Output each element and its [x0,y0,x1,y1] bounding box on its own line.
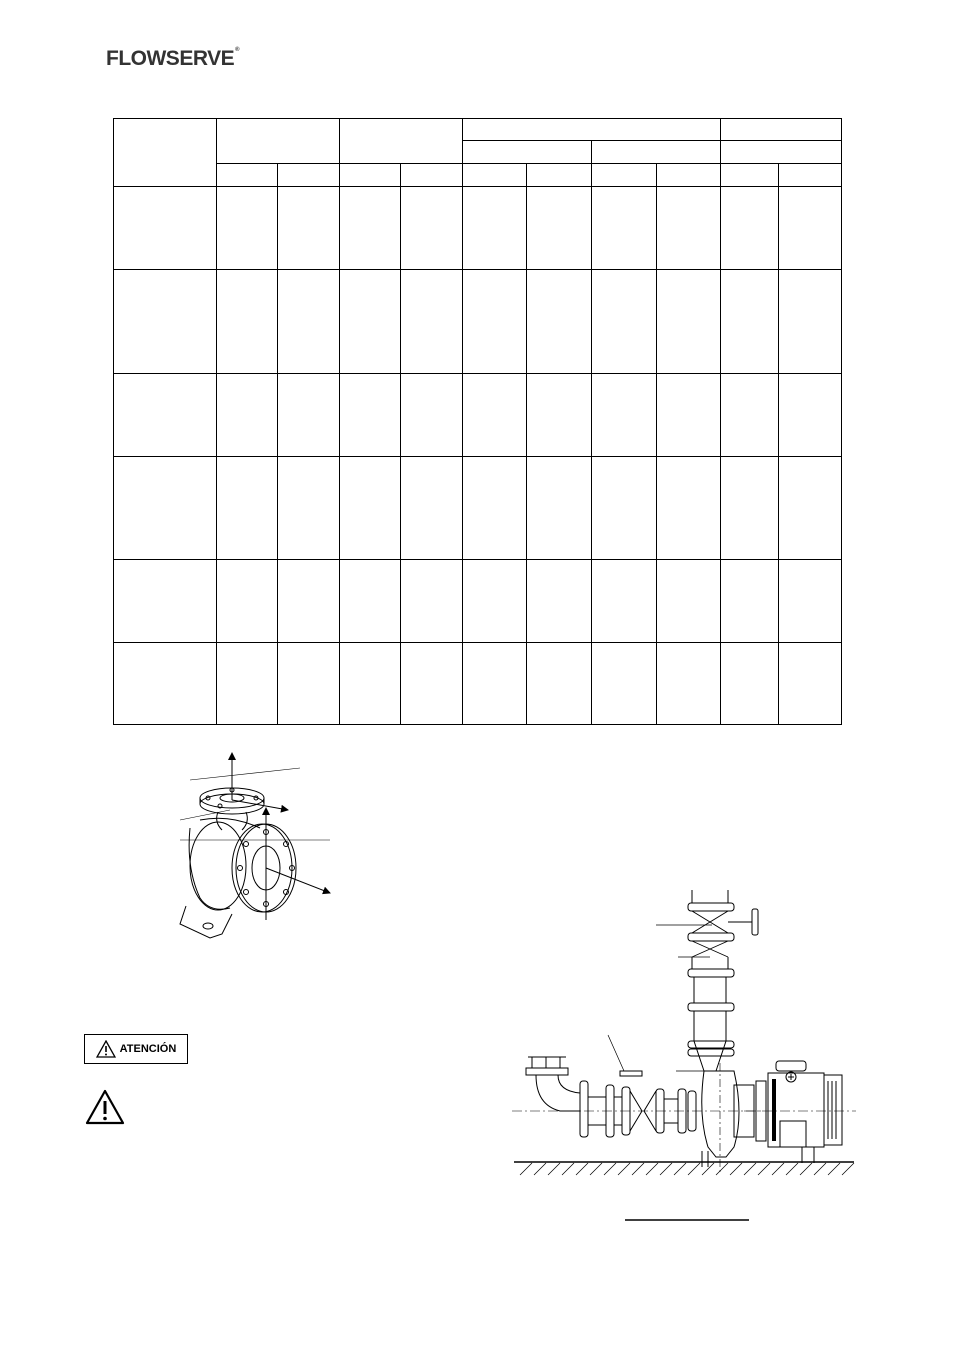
table-header-cell [340,164,401,187]
table-cell [340,270,401,374]
table-cell [114,374,217,457]
table-header-cell [401,164,463,187]
table-cell [721,270,779,374]
table-header-cell [463,141,592,164]
table-cell [592,270,657,374]
table-header-cell [463,119,721,141]
table-row [114,270,842,374]
table-cell [217,187,278,270]
table-cell [657,270,721,374]
table-cell [278,270,340,374]
table-cell [401,270,463,374]
table-cell [401,643,463,725]
table-cell [527,560,592,643]
table-row [114,643,842,725]
table-cell [463,643,527,725]
table-header-cell [278,164,340,187]
table-header-cell [527,164,592,187]
table-cell [657,560,721,643]
table-cell [721,374,779,457]
pipework-installation-diagram [512,885,857,1225]
loads-table [113,118,842,725]
table-cell [340,374,401,457]
flowserve-logo [106,47,239,71]
table-header-cell [721,141,842,164]
logo-text: FLOWSERVE [106,47,235,70]
table-cell [217,457,278,560]
table-cell [114,270,217,374]
table-cell [527,270,592,374]
table-row [114,560,842,643]
table-cell [114,643,217,725]
table-cell [527,187,592,270]
table-cell [592,457,657,560]
table-cell [657,187,721,270]
table-cell [401,457,463,560]
table-cell [527,643,592,725]
warning-triangle-icon [85,1089,125,1125]
table-cell [114,560,217,643]
table-cell [340,457,401,560]
table-cell [463,374,527,457]
table-cell [779,643,842,725]
table-row [114,374,842,457]
table-cell [114,187,217,270]
table-header-cell [217,164,278,187]
table-header-row-1 [114,119,842,141]
table-header-cell [779,164,842,187]
table-cell [463,187,527,270]
logo-registered-mark: ® [235,47,240,53]
table-cell [217,270,278,374]
table-cell [592,374,657,457]
table-header-cell [592,141,721,164]
table-cell [779,187,842,270]
table-row [114,457,842,560]
table-cell [340,187,401,270]
table-header-cell [592,164,657,187]
table-cell [592,187,657,270]
table-header-cell [114,119,217,187]
table-cell [401,374,463,457]
table-cell [779,270,842,374]
table-cell [278,374,340,457]
table-cell [527,457,592,560]
table-header-cell [657,164,721,187]
table-cell [779,457,842,560]
table-cell [401,560,463,643]
table-row [114,187,842,270]
table-cell [340,643,401,725]
table-header-cell [217,119,340,164]
table-cell [340,560,401,643]
table-cell [721,560,779,643]
table-cell [592,643,657,725]
table-cell [527,374,592,457]
warning-triangle-icon [96,1040,116,1058]
table-cell [657,374,721,457]
table-header-cell [721,164,779,187]
table-cell [657,457,721,560]
table-header-cell [340,119,463,164]
table-header-cell [721,119,842,141]
table-cell [592,560,657,643]
table-header-row-3 [114,164,842,187]
table-cell [721,187,779,270]
table-cell [463,560,527,643]
table-cell [278,560,340,643]
table-cell [779,374,842,457]
table-cell [463,270,527,374]
table-cell [779,560,842,643]
table-cell [401,187,463,270]
table-cell [278,187,340,270]
table-cell [721,457,779,560]
table-cell [217,643,278,725]
table-cell [217,560,278,643]
table-cell [721,643,779,725]
attention-badge [84,1034,188,1064]
table-cell [657,643,721,725]
pump-nozzle-axes-diagram [170,748,340,948]
table-cell [278,457,340,560]
table-header-cell [463,164,527,187]
table-cell [463,457,527,560]
attention-label: ATENCIÓN [119,1043,177,1055]
table-cell [114,457,217,560]
table-cell [217,374,278,457]
table-cell [278,643,340,725]
